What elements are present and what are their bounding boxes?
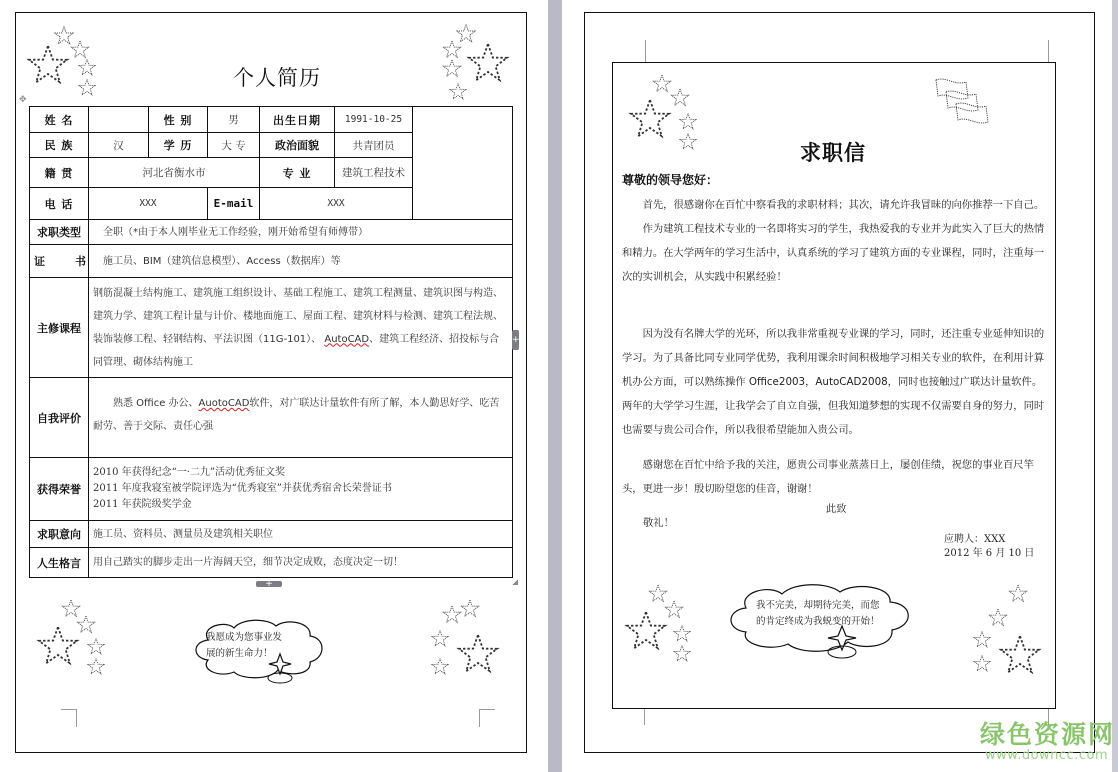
major-label: 专 业: [260, 158, 335, 188]
scrollbar-track[interactable]: [1112, 0, 1118, 772]
gender-label: 性 别: [149, 107, 208, 133]
table-row: [30, 220, 513, 245]
honor-item: 2011 年获院级奖学金: [93, 499, 192, 510]
decorative-stars-icon: [622, 580, 697, 670]
table-move-handle[interactable]: ✥: [19, 95, 27, 105]
political-status-value[interactable]: 共青团员: [335, 133, 413, 158]
intention-value[interactable]: 施工员、资料员、测量员及建筑相关职位: [89, 521, 513, 548]
table-row: [30, 548, 513, 578]
cover-letter-title: 求职信: [800, 140, 866, 165]
table-resize-handle[interactable]: [512, 579, 518, 585]
self-eval-value[interactable]: [89, 378, 513, 458]
letter-body-2: [622, 322, 1050, 442]
crop-mark: [1048, 40, 1050, 62]
resume-title: 个人简历: [233, 66, 321, 90]
decorative-stars-icon: [30, 22, 100, 107]
self-eval-text: 熟悉 Office 办公、: [113, 398, 199, 409]
decorative-stars-icon: [628, 70, 708, 155]
intention-label: 求职意向: [30, 521, 89, 548]
birthdate-value[interactable]: 1991-10-25: [335, 107, 413, 133]
honor-item: 2011 年度我寝室被学院评选为“优秀寝室”并获优秀宿舍长荣誉证书: [93, 483, 392, 494]
self-eval-text: 软件，对广联达计量软件有所了解，本人勤思好学、吃苦耐劳、善于交际、责任心强: [93, 398, 500, 432]
table-row: [30, 521, 513, 548]
table-row: [30, 107, 513, 133]
closing: 此致: [826, 503, 847, 515]
letter-paragraph[interactable]: 因为没有名牌大学的光环，所以我非常重视专业课的学习，同时，还注重专业延伸知识的学习。为了具备比同专业同学优势，我利用课余时间积极地学习相关专业的软件，在利用计算机办公方面，可以熟练操作 Office2003，AutoCAD2008，同时也接触过广联达计量软件。两年的大学学习生涯，让我学会了自立自强，但我知道梦想的实现不仅需要自身的努力，同时也需要与贵公司合作，所以我很希望能加入贵公司。: [622, 328, 1045, 436]
spelling-error-auotocad[interactable]: AuotoCAD: [198, 398, 250, 409]
resume-table: [29, 106, 513, 578]
certificates-value[interactable]: 施工员、BIM（建筑信息模型）、Access（数据库）等: [89, 245, 513, 278]
letter-body-3: [622, 453, 1050, 501]
ethnicity-label: 民 族: [30, 133, 89, 158]
letter-paragraph[interactable]: 首先，很感谢你在百忙中察看我的求职材料；其次，请允许我冒昧的向你推荐一下自己。: [642, 199, 1045, 211]
major-value[interactable]: 建筑工程技术: [335, 158, 413, 188]
certificates-label: 证 书: [30, 245, 89, 278]
political-status-label: 政治面貌: [260, 133, 335, 158]
courses-text: 钢筋混凝土结构施工、建筑施工组织设计、基础工程施工、建筑工程测量、建筑识图与构造、建筑力学、建筑工程计量与计价、楼地面施工、屋面工程、建筑材料与检测、建筑工程法规、装饰装修工程、轻钢结构、平法识图（11G-101）、: [93, 287, 503, 345]
add-column-handle[interactable]: +: [512, 330, 519, 350]
birthdate-label: 出生日期: [260, 107, 335, 133]
decorative-stars-icon: [966, 580, 1041, 675]
salute: 敬礼！: [643, 517, 674, 529]
decorative-flags-icon: [932, 78, 992, 128]
letter-body-1: [622, 193, 1050, 289]
courses-label: 主修课程: [30, 278, 89, 378]
name-value[interactable]: [89, 107, 149, 133]
date: 2012 年 6 月 10 日: [944, 548, 1035, 559]
watermark-url: www.downcc.com: [985, 748, 1109, 763]
name-label: 姓 名: [30, 107, 89, 133]
email-value[interactable]: XXX: [260, 188, 413, 220]
motto-label: 人生格言: [30, 548, 89, 578]
greeting: 尊敬的领导您好：: [622, 173, 719, 187]
job-type-value[interactable]: 全职（*由于本人刚毕业无工作经验，刚开始希望有师傅带）: [89, 220, 513, 245]
signature: 应聘人：XXX: [944, 534, 1006, 545]
phone-value[interactable]: XXX: [89, 188, 208, 220]
page-gap: [548, 0, 562, 772]
motto-value[interactable]: 用自己踏实的脚步走出一片海阔天空，细节决定成败，态度决定一切！: [89, 548, 513, 578]
honor-item: 2010 年获得纪念“一·二九”活动优秀征文奖: [93, 467, 286, 478]
crop-mark: [479, 709, 495, 727]
gender-value[interactable]: 男: [208, 107, 260, 133]
add-row-handle[interactable]: +: [256, 581, 282, 587]
table-row: [30, 378, 513, 458]
photo-cell[interactable]: [413, 107, 513, 220]
cover-letter-cloud-text: 我不完美，却期待完美，而您的肯定终成为我蜕变的开始！: [756, 600, 880, 627]
watermark-logo: 绿色资源网: [980, 720, 1116, 749]
decorative-stars-icon: [436, 22, 511, 107]
crop-mark: [61, 709, 77, 727]
decorative-stars-icon: [36, 595, 111, 680]
honors-value[interactable]: [89, 458, 513, 521]
ethnicity-value[interactable]: 汉: [89, 133, 149, 158]
table-row: [30, 458, 513, 521]
resume-cloud-text: 我愿成为您事业发展的新生命力！: [206, 632, 283, 659]
spelling-error-autocad[interactable]: AutoCAD: [324, 333, 370, 345]
decorative-stars-icon: [428, 595, 503, 680]
hometown-label: 籍 贯: [30, 158, 89, 188]
letter-paragraph[interactable]: 感谢您在百忙中给予我的关注，愿贵公司事业蒸蒸日上，屡创佳绩，祝您的事业百尺竿头，更进一步！殷切盼望您的佳音，谢谢！: [622, 459, 1034, 495]
hometown-value[interactable]: 河北省衡水市: [89, 158, 260, 188]
email-label: E-mail: [208, 188, 260, 220]
letter-paragraph[interactable]: 作为建筑工程技术专业的一名即将实习的学生，我热爱我的专业并为此实入了巨大的热情和精力。在大学两年的学习生活中，认真系统的学习了建筑方面的专业课程，同时，注重每一次的实训机会，从实践中积累经验！: [622, 223, 1045, 283]
table-row: [30, 245, 513, 278]
honors-label: 获得荣誉: [30, 458, 89, 521]
education-value[interactable]: 大 专: [208, 133, 260, 158]
self-eval-label: 自我评价: [30, 378, 89, 458]
job-type-label: 求职类型: [30, 220, 89, 245]
table-row: [30, 278, 513, 378]
phone-label: 电 话: [30, 188, 89, 220]
education-label: 学 历: [149, 133, 208, 158]
crop-mark: [645, 40, 647, 62]
crop-mark: [644, 709, 646, 725]
courses-text: 、建筑工程经济、招投标与合同管理、砌体结构施工: [93, 333, 500, 368]
courses-value[interactable]: [89, 278, 513, 378]
